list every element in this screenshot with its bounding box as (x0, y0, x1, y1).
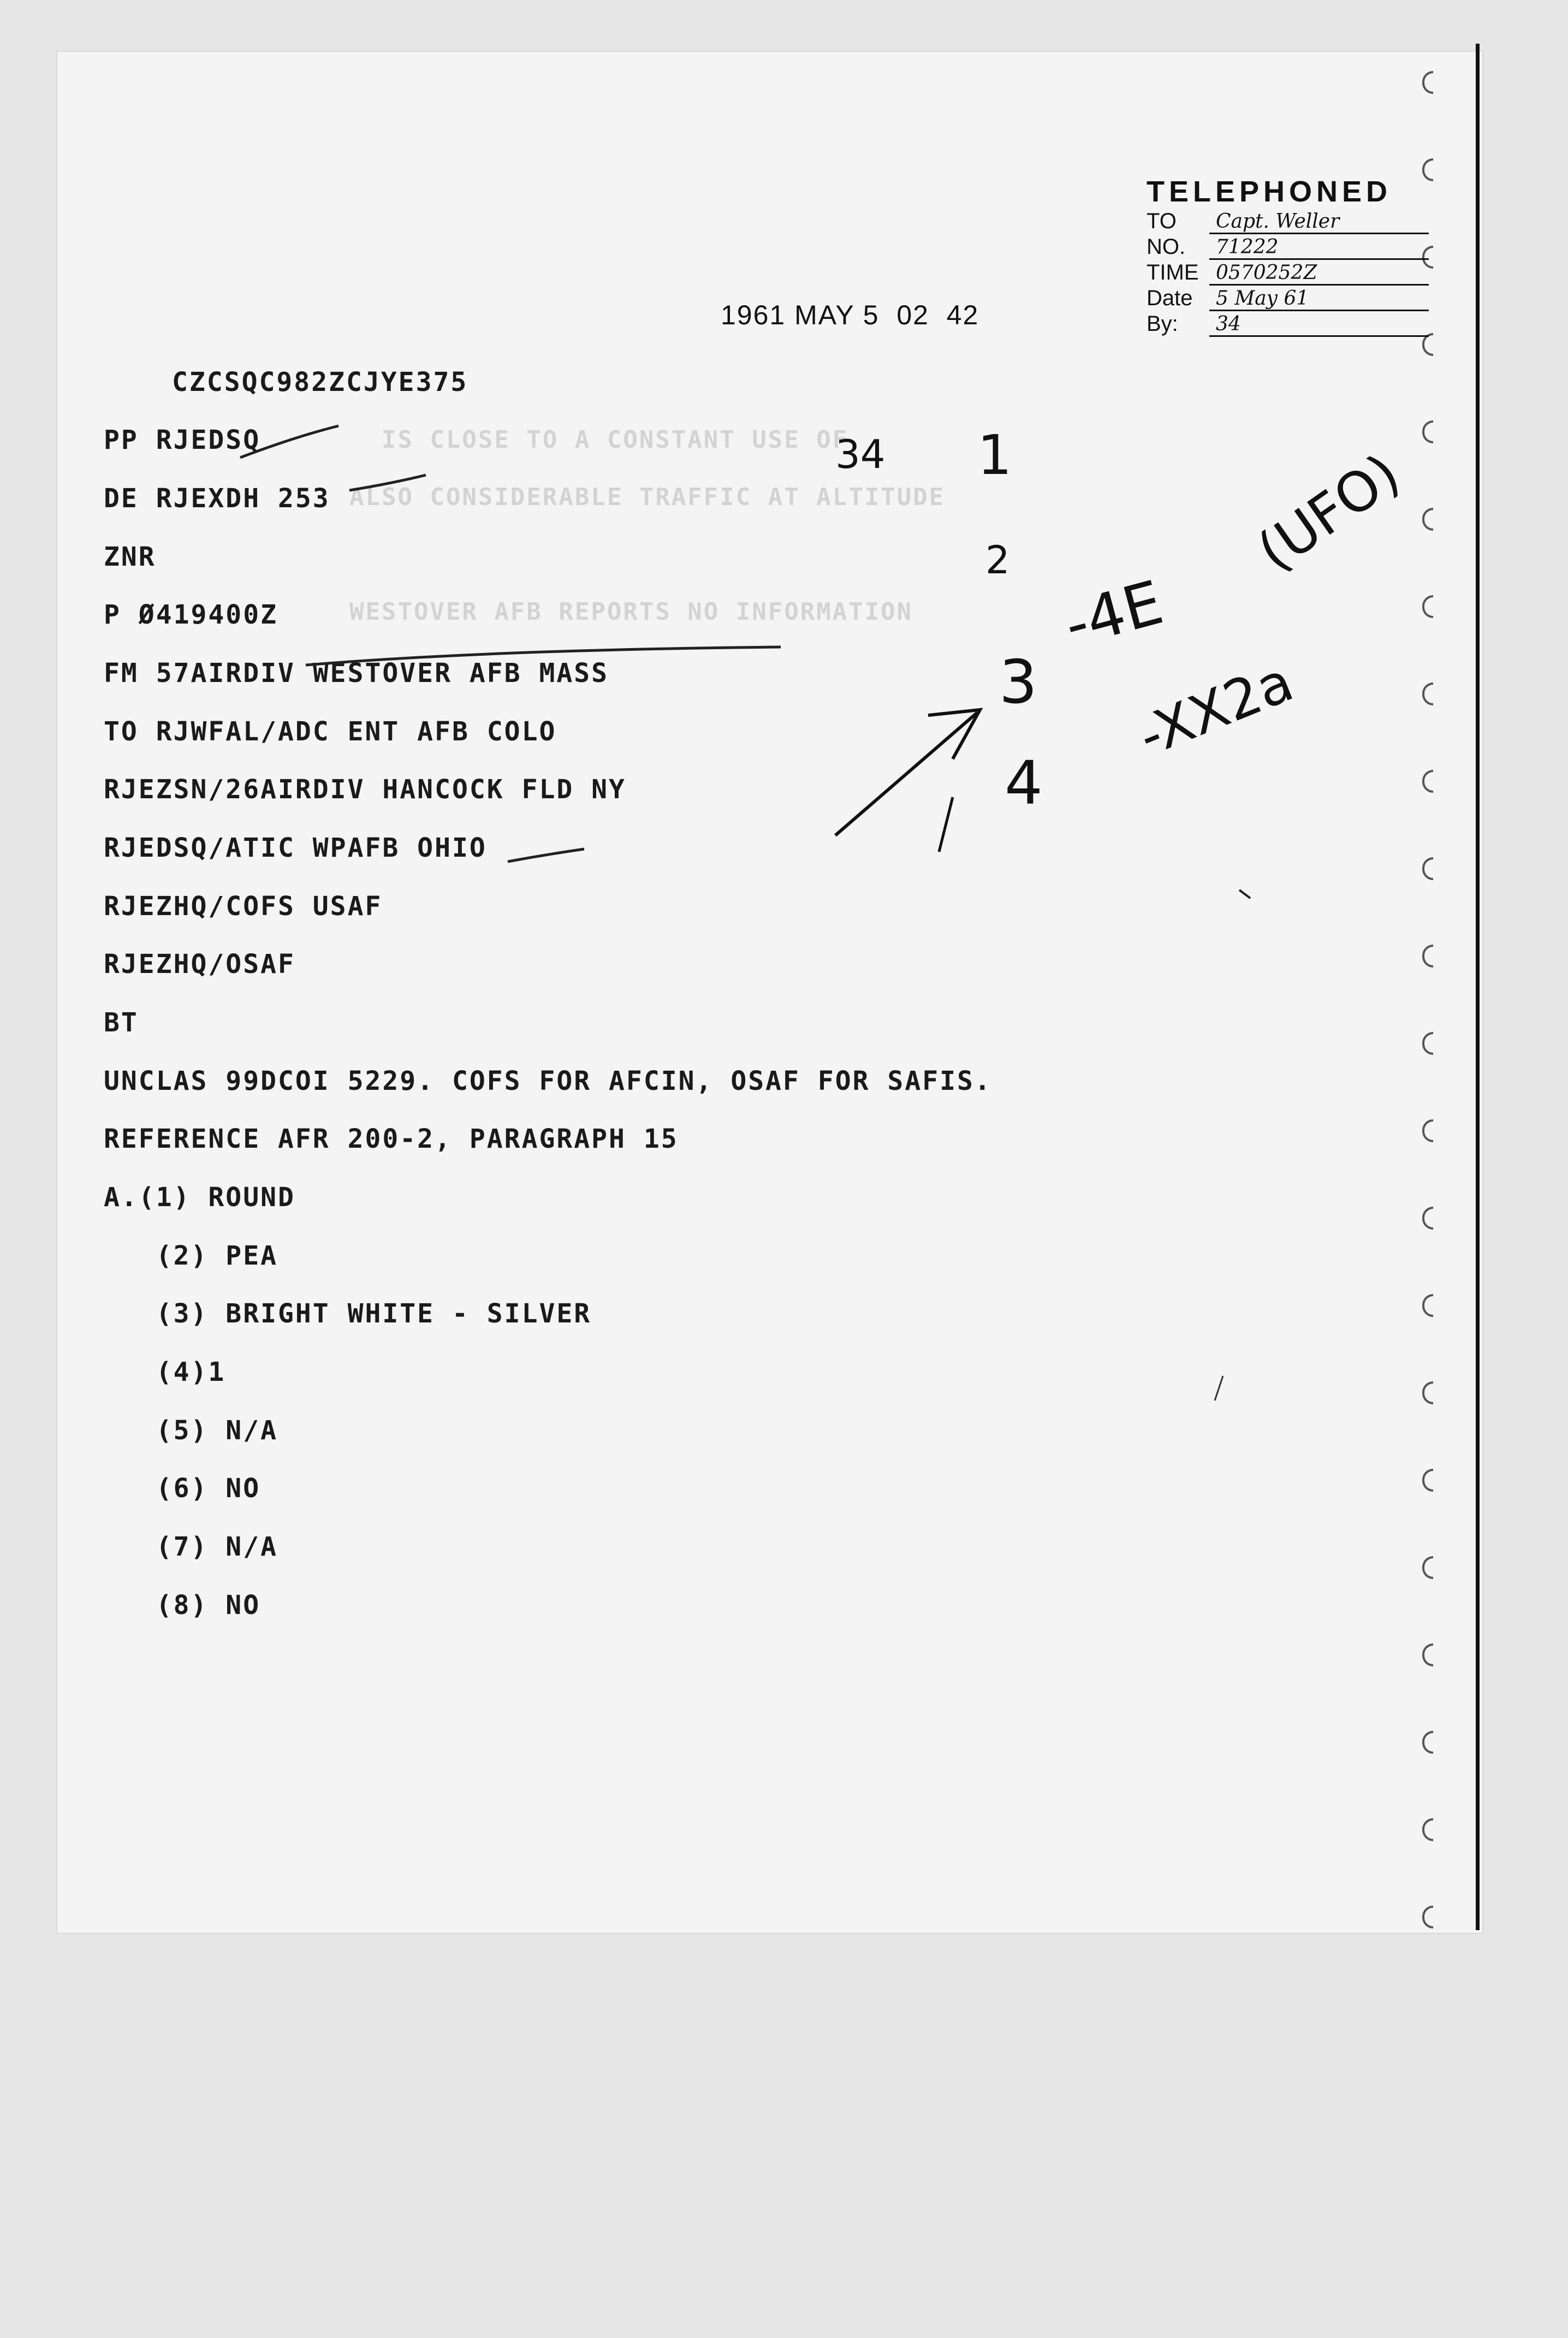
message-line: (6) NO (104, 1473, 261, 1504)
handwritten-code-ufo: (UFO) (1246, 441, 1412, 584)
binder-hole (1422, 1731, 1433, 1754)
message-line: CZCSQC982ZCJYE375 (172, 367, 468, 397)
binder-hole (1422, 945, 1433, 968)
binder-hole (1422, 71, 1433, 94)
telephoned-no-row (1147, 234, 1392, 260)
message-line: (8) NO (104, 1590, 261, 1621)
binder-hole (1422, 1906, 1433, 1928)
message-line: ZNR (104, 542, 156, 572)
telephoned-stamp (1147, 175, 1392, 337)
handwritten-code-4e: -4E (1057, 567, 1170, 661)
handwritten-1: 1 (977, 423, 1012, 487)
binder-hole (1422, 683, 1433, 705)
binder-hole (1422, 1818, 1433, 1841)
binder-hole (1422, 1469, 1433, 1492)
binder-hole (1422, 1207, 1433, 1230)
date-label: Date (1147, 286, 1193, 310)
binder-hole (1422, 1294, 1433, 1317)
by-value: 34 (1209, 311, 1429, 337)
bleed-through-text: ALSO CONSIDERABLE TRAFFIC AT ALTITUDE (349, 483, 946, 511)
message-line: BT (104, 1007, 139, 1038)
handwritten-3: 3 (999, 647, 1037, 717)
message-line: FM 57AIRDIV WESTOVER AFB MASS (104, 658, 609, 689)
by-label: By: (1147, 312, 1178, 336)
binder-hole (1422, 508, 1433, 531)
time-value: 0570252Z (1209, 260, 1429, 286)
message-line: PP RJEDSQ (104, 425, 261, 455)
message-line: (4)1 (104, 1357, 226, 1387)
binder-hole (1422, 1119, 1433, 1142)
message-line: P Ø419400Z (104, 600, 278, 630)
message-line: (7) N/A (104, 1532, 278, 1562)
message-line: REFERENCE AFR 200-2, PARAGRAPH 15 (104, 1124, 679, 1154)
binder-holes (1422, 71, 1444, 1927)
binder-hole (1422, 857, 1433, 880)
bleed-through-text: IS CLOSE TO A CONSTANT USE OF (349, 426, 849, 454)
message-line: RJEDSQ/ATIC WPAFB OHIO (104, 833, 487, 863)
binder-hole (1422, 420, 1433, 443)
binder-hole (1422, 1643, 1433, 1666)
binder-hole (1422, 1381, 1433, 1404)
binder-hole (1422, 1032, 1433, 1055)
date-time-stamp: 1961 MAY 5 02 42 (721, 300, 979, 330)
to-label: TO (1147, 209, 1177, 233)
message-line: RJEZSN/26AIRDIV HANCOCK FLD NY (104, 774, 626, 805)
message-line: A.(1) ROUND (104, 1182, 295, 1213)
telephoned-by-row (1147, 311, 1392, 337)
time-label: TIME (1147, 260, 1199, 284)
handwritten-2: 2 (985, 538, 1010, 583)
binder-hole (1422, 770, 1433, 793)
binder-hole (1422, 595, 1433, 618)
handwritten-code-xx2a: -XX2a (1129, 649, 1302, 769)
telephoned-to-row (1147, 209, 1392, 234)
handwritten-4: 4 (1005, 748, 1043, 818)
message-line: (5) N/A (104, 1415, 278, 1446)
to-value: Capt. Weller (1209, 209, 1429, 234)
telephoned-time-row (1147, 260, 1392, 286)
telephoned-date-row (1147, 286, 1392, 311)
date-value: 5 May 61 (1209, 286, 1429, 311)
message-line: (3) BRIGHT WHITE - SILVER (104, 1298, 592, 1329)
message-line: TO RJWFAL/ADC ENT AFB COLO (104, 716, 557, 747)
message-line: DE RJEXDH 253 (104, 483, 330, 514)
message-line: RJEZHQ/OSAF (104, 949, 295, 980)
binder-hole (1422, 1556, 1433, 1579)
message-line: (2) PEA (104, 1241, 278, 1271)
handwritten-34: 34 (835, 431, 886, 477)
message-line: RJEZHQ/COFS USAF (104, 891, 383, 922)
binder-hole (1422, 158, 1433, 181)
message-line: UNCLAS 99DCOI 5229. COFS FOR AFCIN, OSAF FOR SAFIS. (104, 1066, 992, 1096)
page-edge-rule (1476, 44, 1480, 1930)
bleed-through-text: WESTOVER AFB REPORTS NO INFORMATION (349, 598, 913, 626)
no-label: NO. (1147, 235, 1186, 259)
telephoned-title: TELEPHONED (1147, 175, 1392, 208)
no-value: 71222 (1209, 234, 1429, 260)
